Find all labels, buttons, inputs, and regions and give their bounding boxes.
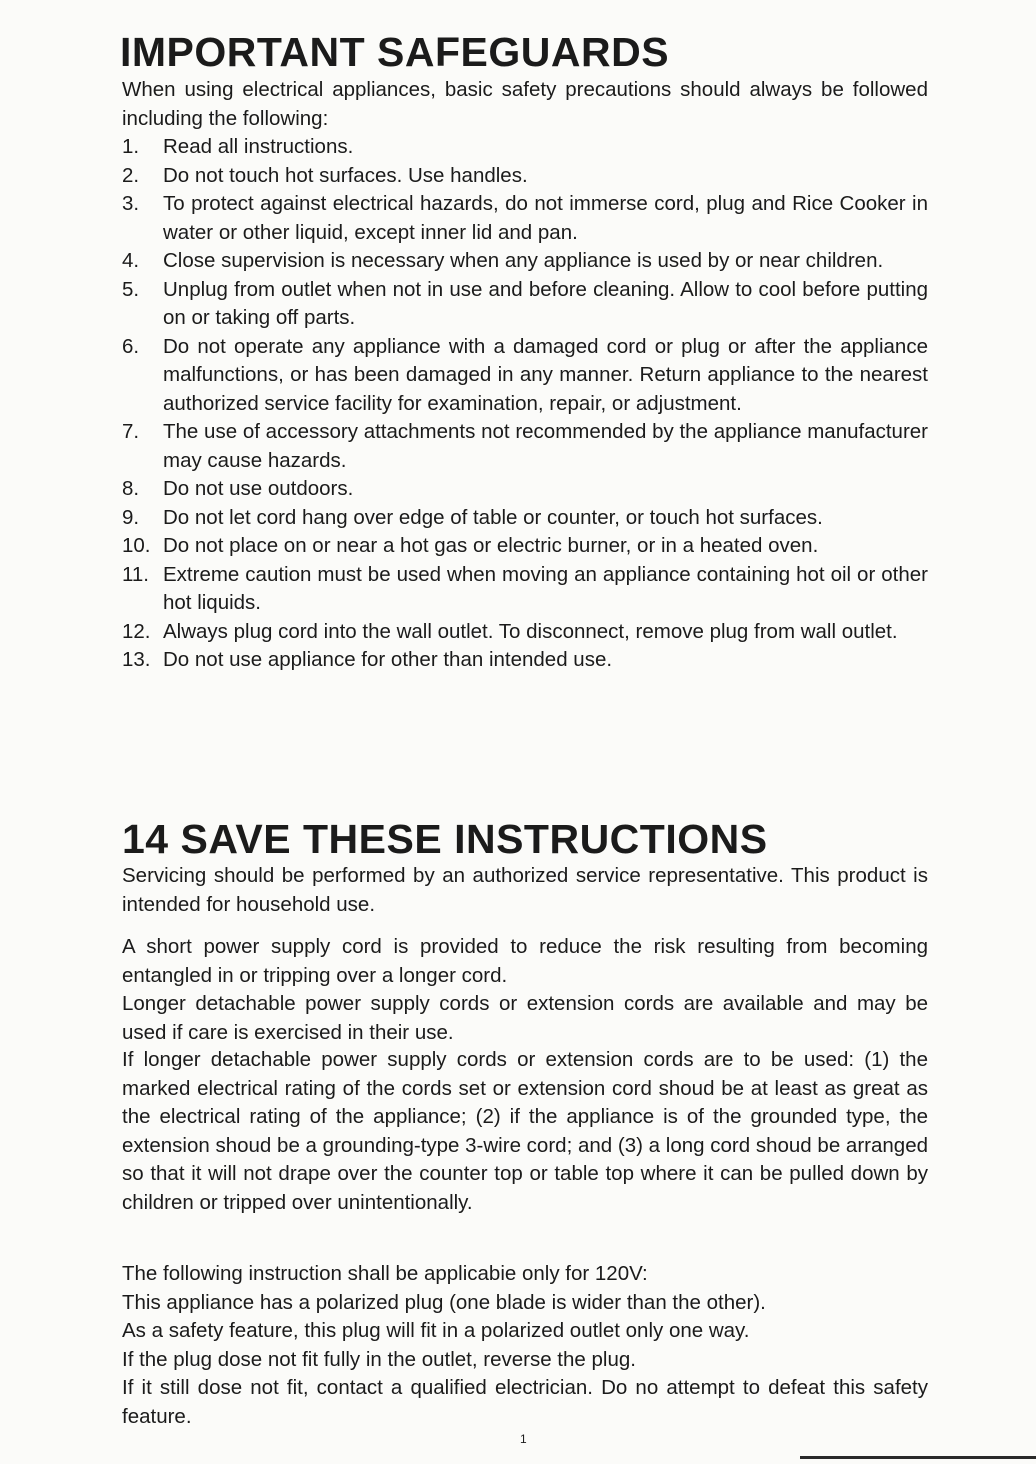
item-text: Do not touch hot surfaces. Use handles. — [163, 163, 528, 187]
item-text: Do not place on or near a hot gas or electric burner, or in a heated oven. — [163, 534, 819, 557]
safeguards-list — [122, 133, 928, 675]
item-text: Do not use outdoors. — [163, 477, 354, 500]
list-item — [122, 133, 928, 162]
polarized-line: If it still dose not fit, contact a qualified electrician. Do no attempt to defeat this safety feature. — [122, 1376, 928, 1428]
item-number: 9. — [122, 505, 140, 529]
item-text: Unplug from outlet when not in use and before cleaning. Allow to cool before putting on or taking off parts. — [163, 277, 928, 329]
list-item — [122, 504, 928, 533]
list-item — [122, 418, 928, 475]
polarized-line: The following instruction shall be applicabie only for 120V: — [122, 1262, 648, 1285]
list-item — [122, 561, 928, 618]
list-item — [122, 532, 928, 561]
item-number: 8. — [122, 477, 140, 500]
item-text: Do not let cord hang over edge of table or counter, or touch hot surfaces. — [163, 505, 823, 529]
item-number: 3. — [122, 192, 140, 215]
item-number: 13. — [122, 648, 151, 671]
item-number: 1. — [122, 135, 140, 158]
item-text: Always plug cord into the wall outlet. To disconnect, remove plug from wall outlet. — [163, 619, 898, 643]
list-item — [122, 190, 928, 247]
servicing-text: Servicing should be performed by an authorized service representative. This product is intended for household use. — [122, 864, 928, 916]
page-title: IMPORTANT SAFEGUARDS — [120, 29, 670, 75]
item-text: The use of accessory attachments not recommended by the appliance manufacturer may cause hazards. — [163, 420, 928, 472]
item-text: Do not use appliance for other than intended use. — [163, 648, 613, 671]
item-number: 6. — [122, 334, 140, 358]
item-text: Do not operate any appliance with a damaged cord or plug or after the appliance malfunctions, or has been damaged in any manner. Return appliance to the nearest authorized service facility for examination, repair, or adjustment. — [163, 334, 928, 415]
cord-paragraph-2: Longer detachable power supply cords or extension cords are available and may be used if care is exercised in their use. — [122, 992, 928, 1044]
item-number: 10. — [122, 534, 151, 557]
list-item — [122, 475, 928, 504]
polarized-line: This appliance has a polarized plug (one blade is wider than the other). — [122, 1290, 766, 1314]
page-number: 1 — [520, 1432, 527, 1446]
item-text: Read all instructions. — [163, 135, 354, 158]
list-item — [122, 618, 928, 647]
polarized-line: If the plug dose not fit fully in the outlet, reverse the plug. — [122, 1347, 636, 1371]
item-number: 5. — [122, 277, 140, 301]
scan-edge-line — [800, 1456, 1036, 1459]
list-item — [122, 646, 928, 675]
list-item — [122, 276, 928, 333]
intro-text: When using electrical appliances, basic safety precautions should always be followed including the following: — [122, 78, 928, 130]
item-number: 12. — [122, 619, 151, 643]
item-number: 2. — [122, 163, 140, 187]
list-item — [122, 162, 928, 191]
item-text: To protect against electrical hazards, do not immerse cord, plug and Rice Cooker in water or other liquid, except inner lid and pan. — [163, 192, 928, 244]
item-text: Extreme caution must be used when moving an appliance containing hot oil or other hot liquids. — [163, 562, 928, 614]
item-number: 7. — [122, 420, 140, 443]
item-number: 4. — [122, 249, 140, 272]
item-number: 11. — [122, 562, 149, 586]
cord-paragraph-3: If longer detachable power supply cords or extension cords are to be used: (1) the marked electrical rating of the cords set or extension cord shoud be at least as great as the electrical rating of the appliance; (2) if the appliance is of the grounded type, the extension shoud be a grounding-type 3-wire cord; and (3) a long cord shoud be arranged so that it will not drape over the counter top or table top where it can be pulled down by children or tripped over unintentionally. — [122, 1048, 928, 1214]
list-item — [122, 247, 928, 276]
list-item — [122, 333, 928, 419]
cord-paragraph-1: A short power supply cord is provided to reduce the risk resulting from becoming entangled in or tripping over a longer cord. — [122, 935, 928, 987]
save-instructions-heading: 14 SAVE THESE INSTRUCTIONS — [122, 816, 768, 862]
polarized-line: As a safety feature, this plug will fit in a polarized outlet only one way. — [122, 1319, 750, 1342]
item-text: Close supervision is necessary when any appliance is used by or near children. — [163, 249, 884, 272]
polarized-plug-section — [122, 1260, 928, 1431]
